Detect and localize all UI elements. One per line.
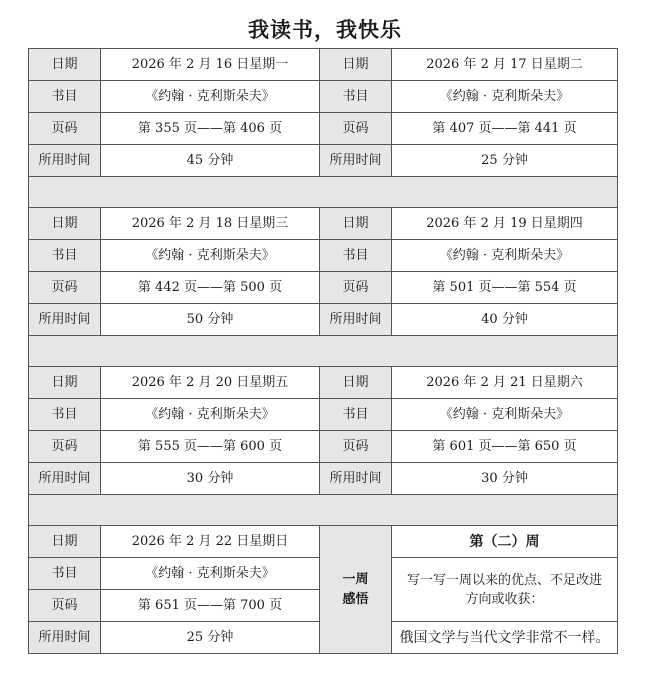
pages-label: 页码: [320, 272, 392, 304]
pages-label: 页码: [29, 272, 101, 304]
date-label: 日期: [29, 367, 101, 399]
pages-value: 第 501 页——第 554 页: [392, 272, 618, 304]
book-value: 《约翰 · 克利斯朵夫》: [101, 399, 320, 431]
separator-cell: [29, 177, 618, 208]
separator-cell: [29, 336, 618, 367]
date-value: 2026 年 2 月 19 日星期四: [392, 208, 618, 240]
pages-value: 第 407 页——第 441 页: [392, 113, 618, 145]
pages-row: [29, 113, 618, 145]
pages-value: 第 355 页——第 406 页: [101, 113, 320, 145]
book-row: [29, 81, 618, 113]
time-label: 所用时间: [29, 145, 101, 177]
book-label: 书目: [320, 81, 392, 113]
date-label: 日期: [320, 49, 392, 81]
time-value: 45 分钟: [101, 145, 320, 177]
book-label: 书目: [29, 81, 101, 113]
time-value: 30 分钟: [101, 463, 320, 495]
pages-label: 页码: [320, 431, 392, 463]
pages-value: 第 651 页——第 700 页: [101, 590, 320, 622]
date-label: 日期: [320, 208, 392, 240]
date-label: 日期: [320, 367, 392, 399]
time-label: 所用时间: [29, 622, 101, 654]
time-label: 所用时间: [29, 463, 101, 495]
book-label: 书目: [320, 399, 392, 431]
book-label: 书目: [29, 558, 101, 590]
time-label: 所用时间: [320, 463, 392, 495]
date-label: 日期: [29, 208, 101, 240]
pages-value: 第 442 页——第 500 页: [101, 272, 320, 304]
time-label: 所用时间: [320, 145, 392, 177]
pages-value: 第 601 页——第 650 页: [392, 431, 618, 463]
time-row: [29, 463, 618, 495]
time-value: 50 分钟: [101, 304, 320, 336]
page-title: 我读书，我快乐: [248, 17, 402, 42]
pages-label: 页码: [29, 113, 101, 145]
reflection-prompt: 写一写一周以来的优点、不足改进方向或收获：: [392, 558, 618, 622]
pages-label: 页码: [29, 590, 101, 622]
time-value: 30 分钟: [392, 463, 618, 495]
week-number: 第（二）周: [392, 526, 618, 558]
date-value: 2026 年 2 月 22 日星期日: [101, 526, 320, 558]
pages-row: [29, 272, 618, 304]
book-value: 《约翰 · 克利斯朵夫》: [101, 558, 320, 590]
date-row: [29, 367, 618, 399]
book-row: [29, 399, 618, 431]
time-value: 25 分钟: [392, 145, 618, 177]
date-value: 2026 年 2 月 17 日星期二: [392, 49, 618, 81]
date-label: 日期: [29, 49, 101, 81]
book-label: 书目: [29, 399, 101, 431]
date-value: 2026 年 2 月 18 日星期三: [101, 208, 320, 240]
pages-value: 第 555 页——第 600 页: [101, 431, 320, 463]
date-value: 2026 年 2 月 21 日星期六: [392, 367, 618, 399]
reflection-answer: 俄国文学与当代文学非常不一样。: [392, 622, 618, 654]
date-value: 2026 年 2 月 20 日星期五: [101, 367, 320, 399]
time-value: 40 分钟: [392, 304, 618, 336]
separator-cell: [29, 495, 618, 526]
time-label: 所用时间: [29, 304, 101, 336]
reflection-label: [320, 526, 392, 654]
date-row: [29, 208, 618, 240]
book-value: 《约翰 · 克利斯朵夫》: [101, 81, 320, 113]
pages-label: 页码: [320, 113, 392, 145]
book-value: 《约翰 · 克利斯朵夫》: [101, 240, 320, 272]
date-value: 2026 年 2 月 16 日星期一: [101, 49, 320, 81]
book-label: 书目: [320, 240, 392, 272]
book-value: 《约翰 · 克利斯朵夫》: [392, 399, 618, 431]
date-row: [29, 526, 618, 558]
book-label: 书目: [29, 240, 101, 272]
reflection-label-line1: 一周: [342, 571, 369, 587]
time-label: 所用时间: [320, 304, 392, 336]
time-row: [29, 304, 618, 336]
reading-log-table: [28, 48, 618, 654]
separator-row: [29, 495, 618, 526]
reflection-label-line2: 感悟: [342, 591, 369, 607]
book-row: [29, 240, 618, 272]
date-label: 日期: [29, 526, 101, 558]
time-row: [29, 145, 618, 177]
date-row: [29, 49, 618, 81]
pages-row: [29, 431, 618, 463]
separator-row: [29, 177, 618, 208]
book-value: 《约翰 · 克利斯朵夫》: [392, 240, 618, 272]
separator-row: [29, 336, 618, 367]
pages-label: 页码: [29, 431, 101, 463]
time-value: 25 分钟: [101, 622, 320, 654]
book-value: 《约翰 · 克利斯朵夫》: [392, 81, 618, 113]
